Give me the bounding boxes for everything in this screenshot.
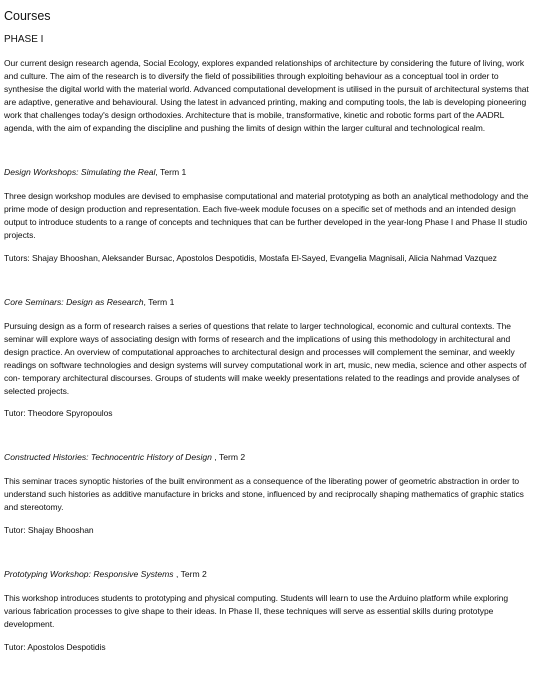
course-prototyping-workshop bbox=[4, 568, 535, 654]
course-title bbox=[4, 296, 535, 308]
course-tutors: Tutor: Theodore Spyropoulos bbox=[4, 408, 113, 419]
course-term: , Term 2 bbox=[211, 452, 246, 463]
course-description: This seminar traces synoptic histories of the built environment as a consequence of the liberating power of geometric abstraction in order to understand such histories as additive manufacture in bricks and stone, influenced by and reciprocally shaping mathematics of graphic statics and stereotomy. bbox=[4, 476, 524, 513]
course-title bbox=[4, 451, 535, 463]
course-title bbox=[4, 166, 535, 178]
course-design-workshops bbox=[4, 166, 535, 265]
course-constructed-histories bbox=[4, 451, 535, 537]
course-name: Constructed Histories: Technocentric History of Design bbox=[4, 452, 212, 463]
course-description: This workshop introduces students to prototyping and physical computing. Students will learn to use the Arduino platform while exploring various fabrication processes to give shape to their ideas. In Phase II, these techniques will serve as essential skills during prototype development. bbox=[4, 592, 509, 629]
page-title: Courses bbox=[4, 9, 51, 23]
course-description: Pursuing design as a form of research raises a series of questions that relate to larger technological, economic and cultural contexts. The seminar will explore ways of associating design with forms of research and the implications of using this methodology in architectural and design practice. An overview of computational approaches to architectural design and processes will complement the seminar, and weekly readings on software technologies and design systems will survey computational work in art, music, new media, science and other aspects of con- temporary architectural discourses. Groups of students will make weekly presentations related to the readings and provide analyses of selected projects. bbox=[4, 320, 527, 396]
course-term: , Term 1 bbox=[155, 167, 187, 178]
course-description: Three design workshop modules are devised to emphasise computational and material prototyping as both an analytical methodology and the prime mode of design production and representation. Each five-week module focuses on a specific set of methods and an intended design output to introduce students to a range of concepts and techniques that can be further developed in the year-long Phase I and Phase II studio projects. bbox=[4, 191, 529, 241]
course-tutors: Tutors: Shajay Bhooshan, Aleksander Bursac, Apostolos Despotidis, Mostafa El-Sayed, Evangelia Magnisali, Alicia Nahmad Vazquez bbox=[4, 253, 497, 264]
intro-paragraph: Our current design research agenda, Social Ecology, explores expanded relationships of architecture by considering the future of living, work and culture. The aim of the research is to diversify the field of possibilities through exploiting behaviour as a conceptual tool in order to synthesise the digital world with the material world. Advanced computational development is utilised in the pursuit of architectural systems that are adaptive, generative and behavioural. Using the latest in advanced printing, making and computing tools, the lab is developing pioneering work that challenges today's design orthodoxies. Architecture that is mobile, transformative, kinetic and robotic forms part of the AADRL agenda, with the aim of expanding the discipline and pushing the limits of design within the larger cultural and technological realm. bbox=[4, 58, 529, 133]
course-term: , Term 2 bbox=[173, 568, 207, 579]
course-name: Design Workshops: Simulating the Real bbox=[4, 167, 156, 178]
course-tutors: Tutor: Shajay Bhooshan bbox=[4, 525, 94, 536]
course-tutors: Tutor: Apostolos Despotidis bbox=[4, 641, 106, 652]
course-name: Core Seminars: Design as Research bbox=[4, 296, 144, 307]
phase-title: PHASE I bbox=[4, 34, 44, 45]
course-name: Prototyping Workshop: Responsive Systems bbox=[4, 568, 174, 579]
course-title bbox=[4, 568, 535, 580]
course-core-seminars bbox=[4, 296, 535, 420]
course-term: , Term 1 bbox=[143, 296, 175, 307]
